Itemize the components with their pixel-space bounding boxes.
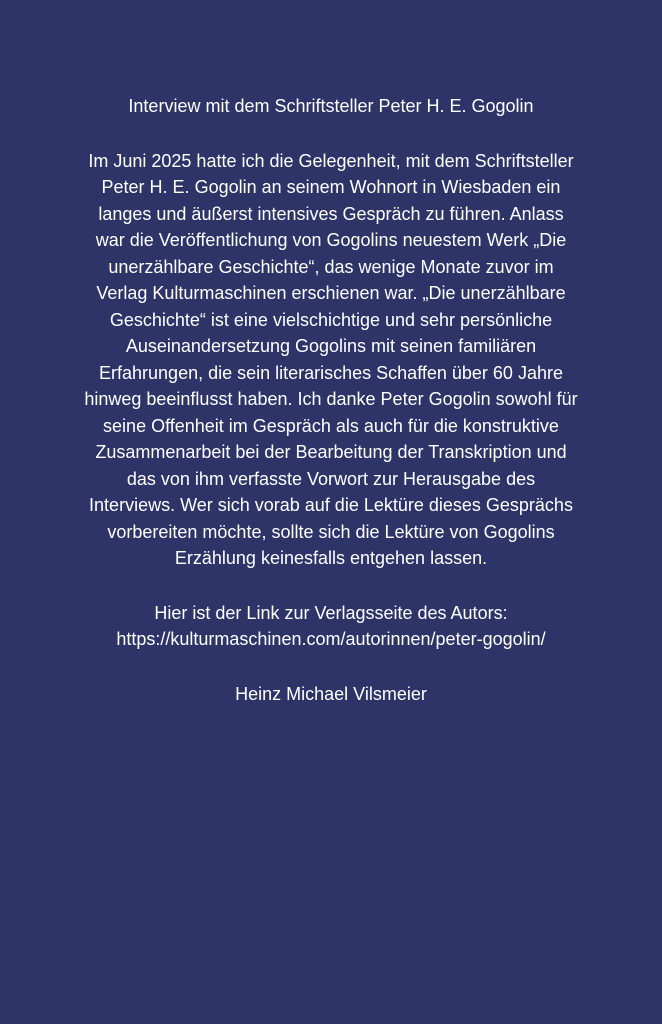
intro-line: Auseinandersetzung Gogolins mit seinen familiären (125, 336, 537, 356)
intro-line: war die Veröffentlichung von Gogolins neuestem Werk „Die (95, 230, 567, 250)
intro-paragraph (36, 148, 626, 572)
intro-line: hinweg beeinflusst haben. Ich danke Peter Gogolin sowohl für (84, 389, 578, 409)
document-title: Interview mit dem Schriftsteller Peter H. E. Gogolin (128, 96, 534, 116)
intro-line: Verlag Kulturmaschinen erschienen war. „Die unerzählbare (96, 283, 566, 303)
intro-line: Im Juni 2025 hatte ich die Gelegenheit, mit dem Schriftsteller (88, 150, 574, 171)
publisher-url-text: https://kulturmaschinen.com/autorinnen/peter-gogolin/ (116, 629, 546, 649)
intro-line: Erfahrungen, die sein literarisches Schaffen über 60 Jahre (99, 362, 563, 383)
intro-line: das von ihm verfasste Vorwort zur Herausgabe des (126, 468, 536, 489)
intro-line: Zusammenarbeit bei der Bearbeitung der Transkription und (95, 442, 567, 462)
link-intro-text: Hier ist der Link zur Verlagsseite des Autors: (154, 602, 508, 623)
intro-line: Erzählung keinesfalls entgehen lassen. (174, 548, 488, 568)
intro-line: Peter H. E. Gogolin an seinem Wohnort in Wiesbaden ein (101, 177, 561, 197)
intro-line: langes und äußerst intensives Gespräch zu führen. Anlass (98, 203, 564, 224)
intro-line: vorbereiten möchte, sollte sich die Lektüre von Gogolins (107, 521, 555, 542)
author-name: Heinz Michael Vilsmeier (235, 683, 427, 704)
intro-line: Interviews. Wer sich vorab auf die Lektüre dieses Gesprächs (89, 495, 573, 515)
intro-line: unerzählbare Geschichte“, das wenige Monate zuvor im (108, 256, 554, 277)
intro-line: seine Offenheit im Gespräch als auch für die konstruktive (103, 415, 559, 436)
publisher-link-section (31, 600, 631, 653)
intro-line: Geschichte“ ist eine vielschichtige und sehr persönliche (109, 309, 553, 330)
